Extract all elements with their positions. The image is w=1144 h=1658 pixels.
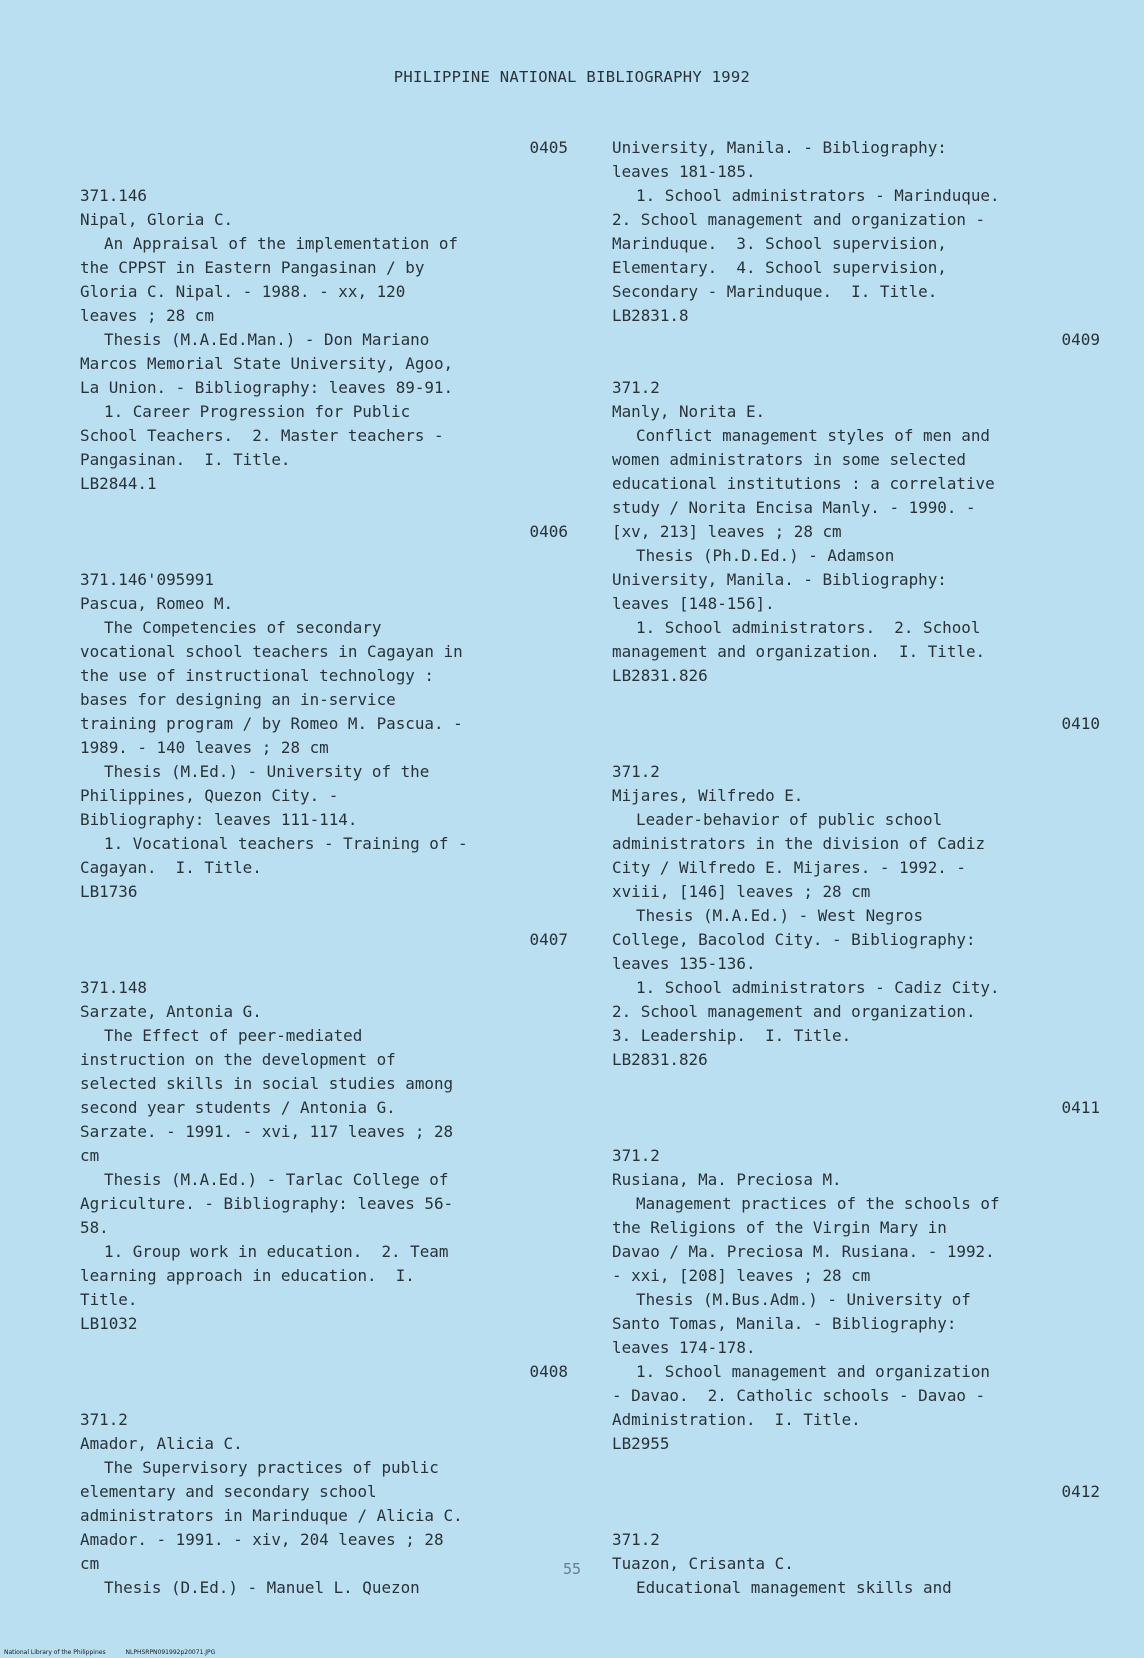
entry-line: the Religions of the Virgin Mary in bbox=[612, 1218, 947, 1237]
entry-line: The Competencies of secondary bbox=[104, 618, 382, 637]
continued-entry bbox=[612, 136, 1100, 328]
entry-line: administrators in Marinduque / Alicia C. bbox=[80, 1506, 463, 1525]
entry-line: bases for designing an in-service bbox=[80, 690, 396, 709]
entry-line: 371.2 bbox=[80, 1410, 128, 1429]
entry-line: Pascua, Romeo M. bbox=[80, 594, 234, 613]
entry-number: 0410 bbox=[1061, 714, 1100, 733]
entry-line: Sarzate, Antonia G. bbox=[80, 1002, 262, 1021]
entry-line: Conflict management styles of men and bbox=[636, 426, 990, 445]
entry-line: administrators in the division of Cadiz bbox=[612, 834, 986, 853]
entry-line: 1989. - 140 leaves ; 28 cm bbox=[80, 738, 329, 757]
entry-line: Thesis (M.Bus.Adm.) - University of bbox=[636, 1290, 971, 1309]
entry-line: University, Manila. - Bibliography: bbox=[612, 570, 947, 589]
entry-line: 1. School administrators - Marinduque. bbox=[636, 186, 1000, 205]
entry-line: training program / by Romeo M. Pascua. - bbox=[80, 714, 463, 733]
entry-line: 1. Career Progression for Public bbox=[104, 402, 411, 421]
entry-line: - Davao. 2. Catholic schools - Davao - bbox=[612, 1386, 986, 1405]
entry-line: women administrators in some selected bbox=[612, 450, 966, 469]
entry-line: Bibliography: leaves 111-114. bbox=[80, 810, 358, 829]
entry-line: School Teachers. 2. Master teachers - bbox=[80, 426, 444, 445]
entry-line: selected skills in social studies among bbox=[80, 1074, 454, 1093]
bibliography-entry bbox=[80, 136, 568, 496]
entry-line: - xxi, [208] leaves ; 28 cm bbox=[612, 1266, 871, 1285]
entry-line: The Supervisory practices of public bbox=[104, 1458, 439, 1477]
entry-line: cm bbox=[80, 1554, 100, 1573]
entry-line: Agriculture. - Bibliography: leaves 56- bbox=[80, 1194, 454, 1213]
entry-line: Thesis (D.Ed.) - Manuel L. Quezon bbox=[104, 1578, 420, 1597]
bibliography-entry bbox=[612, 1096, 1100, 1456]
entry-line: College, Bacolod City. - Bibliography: bbox=[612, 930, 976, 949]
entry-line: 1. Vocational teachers - Training of - bbox=[104, 834, 468, 853]
entry-line: 371.2 bbox=[612, 762, 660, 781]
entry-line: Marinduque. 3. School supervision, bbox=[612, 234, 947, 253]
entry-line: Philippines, Quezon City. - bbox=[80, 786, 339, 805]
bibliography-entry bbox=[612, 1480, 1100, 1600]
entry-line: 3. Leadership. I. Title. bbox=[612, 1026, 852, 1045]
entry-line: [xv, 213] leaves ; 28 cm bbox=[612, 522, 842, 541]
entry-line: Administration. I. Title. bbox=[612, 1410, 861, 1429]
bibliography-entry bbox=[612, 328, 1100, 688]
entry-number: 0409 bbox=[1061, 330, 1100, 349]
entry-line: 2. School management and organization - bbox=[612, 210, 986, 229]
entry-number: 0405 bbox=[529, 138, 568, 157]
entry-line: management and organization. I. Title. bbox=[612, 642, 986, 661]
entry-line: Management practices of the schools of bbox=[636, 1194, 1000, 1213]
entry-number: 0408 bbox=[529, 1362, 568, 1381]
entry-line: The Effect of peer-mediated bbox=[104, 1026, 363, 1045]
entry-line: leaves 174-178. bbox=[612, 1338, 756, 1357]
entry-line: 371.146'095991 bbox=[80, 570, 214, 589]
entry-line: Thesis (M.A.Ed.Man.) - Don Mariano bbox=[104, 330, 430, 349]
entry-line: Cagayan. I. Title. bbox=[80, 858, 262, 877]
entry-line: Marcos Memorial State University, Agoo, bbox=[80, 354, 454, 373]
entry-number: 0411 bbox=[1061, 1098, 1100, 1117]
entry-line: Thesis (M.A.Ed.) - Tarlac College of bbox=[104, 1170, 449, 1189]
footer-library: National Library of the Philippines bbox=[4, 1649, 106, 1656]
entry-line: Secondary - Marinduque. I. Title. bbox=[612, 282, 938, 301]
entry-line: 58. bbox=[80, 1218, 109, 1237]
bibliography-entry bbox=[612, 712, 1100, 1072]
entry-line: leaves [148-156]. bbox=[612, 594, 775, 613]
entry-line: 1. School management and organization bbox=[636, 1362, 990, 1381]
entry-line: educational institutions : a correlative bbox=[612, 474, 995, 493]
entry-line: the CPPST in Eastern Pangasinan / by bbox=[80, 258, 425, 277]
entry-line: Tuazon, Crisanta C. bbox=[612, 1554, 794, 1573]
entry-line: LB1032 bbox=[80, 1314, 138, 1333]
scan-footer bbox=[4, 1649, 233, 1656]
entry-line: An Appraisal of the implementation of bbox=[104, 234, 458, 253]
entry-number: 0406 bbox=[529, 522, 568, 541]
entry-line: City / Wilfredo E. Mijares. - 1992. - bbox=[612, 858, 966, 877]
entry-line: cm bbox=[80, 1146, 100, 1165]
entry-line: study / Norita Encisa Manly. - 1990. - bbox=[612, 498, 976, 517]
entry-line: vocational school teachers in Cagayan in bbox=[80, 642, 463, 661]
entry-line: Title. bbox=[80, 1290, 138, 1309]
entry-number: 0407 bbox=[529, 930, 568, 949]
entry-line: Pangasinan. I. Title. bbox=[80, 450, 291, 469]
entry-line: Thesis (M.A.Ed.) - West Negros bbox=[636, 906, 924, 925]
entry-line: Thesis (M.Ed.) - University of the bbox=[104, 762, 430, 781]
entry-line: 371.2 bbox=[612, 1530, 660, 1549]
entry-line: Santo Tomas, Manila. - Bibliography: bbox=[612, 1314, 957, 1333]
footer-filename: NLPHSRPN091992p20071.JPG bbox=[125, 1649, 216, 1656]
entry-line: LB2831.826 bbox=[612, 1050, 708, 1069]
entry-line: Elementary. 4. School supervision, bbox=[612, 258, 947, 277]
bibliography-entry bbox=[80, 928, 568, 1336]
entry-line: Educational management skills and bbox=[636, 1578, 952, 1597]
entry-line: leaves ; 28 cm bbox=[80, 306, 214, 325]
entry-line: Manly, Norita E. bbox=[612, 402, 766, 421]
entry-line: Mijares, Wilfredo E. bbox=[612, 786, 804, 805]
entry-line: leaves 181-185. bbox=[612, 162, 756, 181]
entry-line: second year students / Antonia G. bbox=[80, 1098, 396, 1117]
entry-line: 1. School administrators - Cadiz City. bbox=[636, 978, 1000, 997]
entry-line: 1. School administrators. 2. School bbox=[636, 618, 981, 637]
entry-line: 371.2 bbox=[612, 378, 660, 397]
entry-line: Nipal, Gloria C. bbox=[80, 210, 234, 229]
entry-line: 371.2 bbox=[612, 1146, 660, 1165]
entry-line: University, Manila. - Bibliography: bbox=[612, 138, 947, 157]
entry-line: 1. Group work in education. 2. Team bbox=[104, 1242, 449, 1261]
entry-line: leaves 135-136. bbox=[612, 954, 756, 973]
entry-line: LB2844.1 bbox=[80, 474, 157, 493]
entry-line: Sarzate. - 1991. - xvi, 117 leaves ; 28 bbox=[80, 1122, 454, 1141]
entry-line: Gloria C. Nipal. - 1988. - xx, 120 bbox=[80, 282, 406, 301]
entry-line: Amador. - 1991. - xiv, 204 leaves ; 28 bbox=[80, 1530, 444, 1549]
right-column bbox=[612, 136, 1100, 1600]
entry-line: elementary and secondary school bbox=[80, 1482, 377, 1501]
entry-line: Davao / Ma. Preciosa M. Rusiana. - 1992. bbox=[612, 1242, 995, 1261]
page-number: 55 bbox=[562, 1560, 582, 1578]
entry-line: Rusiana, Ma. Preciosa M. bbox=[612, 1170, 842, 1189]
entry-line: Leader-behavior of public school bbox=[636, 810, 943, 829]
entry-line: Thesis (Ph.D.Ed.) - Adamson bbox=[636, 546, 895, 565]
entry-number: 0412 bbox=[1061, 1482, 1100, 1501]
entry-line: LB2831.826 bbox=[612, 666, 708, 685]
page-header: PHILIPPINE NATIONAL BIBLIOGRAPHY 1992 bbox=[393, 68, 751, 86]
entry-line: LB2831.8 bbox=[612, 306, 689, 325]
entry-line: LB1736 bbox=[80, 882, 138, 901]
bibliography-entry bbox=[80, 520, 568, 904]
entry-line: the use of instructional technology : bbox=[80, 666, 434, 685]
entry-line: instruction on the development of bbox=[80, 1050, 396, 1069]
entry-line: learning approach in education. I. bbox=[80, 1266, 415, 1285]
left-column bbox=[80, 136, 568, 1600]
entry-line: 371.146 bbox=[80, 186, 147, 205]
entry-line: Amador, Alicia C. bbox=[80, 1434, 243, 1453]
entry-line: 371.148 bbox=[80, 978, 147, 997]
entry-line: La Union. - Bibliography: leaves 89-91. bbox=[80, 378, 454, 397]
entry-line: LB2955 bbox=[612, 1434, 670, 1453]
entry-line: 2. School management and organization. bbox=[612, 1002, 976, 1021]
entry-line: xviii, [146] leaves ; 28 cm bbox=[612, 882, 871, 901]
